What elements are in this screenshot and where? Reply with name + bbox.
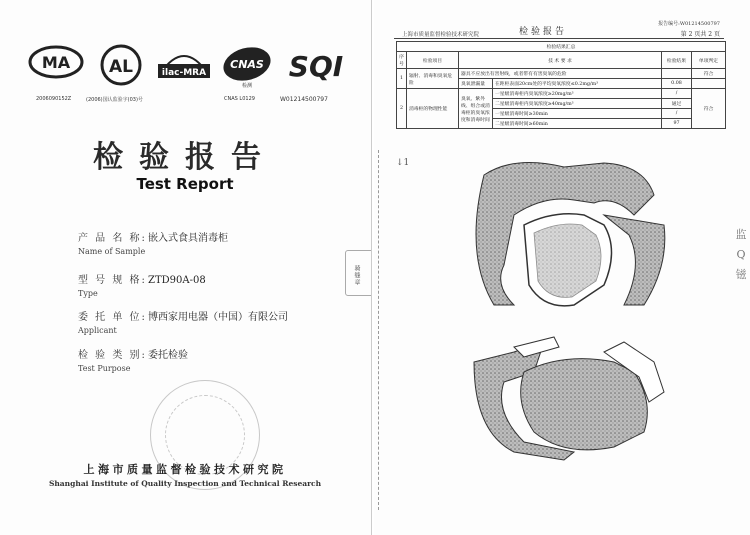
row-requirement: 一星级消毒柜内臭氧浓度≥20mg/m³ xyxy=(493,89,662,99)
cma-logo-text: MA xyxy=(41,53,71,72)
row-result: / xyxy=(662,89,692,99)
header-rule xyxy=(394,38,724,39)
col-item: 检验项目 xyxy=(407,52,459,69)
col-no: 序号 xyxy=(397,52,407,69)
row-requirement: 器具不应放出有害射线，或者带有有害臭氧的危险 xyxy=(459,69,662,79)
field-label-en: Test Purpose xyxy=(78,364,131,373)
results-header-institute: 上海市质量监督检验技术研究院 xyxy=(402,32,480,38)
results-table xyxy=(396,41,726,129)
field-value: 委托检验 xyxy=(148,350,188,361)
row-result: 97 xyxy=(662,119,692,129)
field-test-purpose xyxy=(78,343,338,373)
cnas-logo-text: CNAS xyxy=(230,58,264,71)
table-row xyxy=(397,89,726,99)
page-number: 第 2 页共 2 页 xyxy=(680,31,720,38)
scan-edge-char: Q xyxy=(736,248,746,261)
row-result: 通过 xyxy=(662,99,692,109)
cnas-logo-sub: 检测 xyxy=(241,83,253,89)
field-label-en: Type xyxy=(78,289,98,298)
field-label-cn: 型 号 规 格: xyxy=(78,275,147,286)
row-result xyxy=(662,69,692,79)
cnas-caption: CNAS L0129 xyxy=(224,96,255,102)
institute-name-en: Shanghai Institute of Quality Inspection and Technical Research xyxy=(48,479,322,488)
table-header-row xyxy=(397,52,726,69)
row-item: 辐射、消毒和臭氧危险 xyxy=(407,69,459,89)
row-judgement: 符合 xyxy=(692,89,726,129)
seam-stamp-text: 骑缝章 xyxy=(353,265,360,286)
field-label-cn: 检 验 类 别: xyxy=(78,350,147,361)
row-requirement: 一星级消毒时间≥30min xyxy=(493,109,662,119)
results-header-title: 检验报告 xyxy=(519,27,568,37)
row-requirement: 二星级消毒时间≥60min xyxy=(493,119,662,129)
field-value: 嵌入式食具消毒柜 xyxy=(148,233,228,244)
row-result: / xyxy=(662,109,692,119)
row-judgement: 符合 xyxy=(692,69,726,79)
row-item: 消毒柜的物理性能 xyxy=(407,89,459,129)
row-subitem: 臭氧泄漏量 xyxy=(459,79,493,89)
report-title-en: Test Report xyxy=(136,175,234,193)
scan-edge-char: 监 xyxy=(735,228,747,241)
col-judgement: 单项判定 xyxy=(692,52,726,69)
field-label-cn: 委 托 单 位: xyxy=(78,312,147,323)
row-no: 1 xyxy=(397,69,407,89)
cal-logo-text: AL xyxy=(109,57,133,77)
product-photo-bottom xyxy=(454,332,674,466)
ilac-mra-logo xyxy=(156,44,212,88)
row-requirement: 在距柜表面20cm处的平均臭氧浓度≤0.2mg/m³ xyxy=(493,79,662,89)
sqi-logo-text: SQI xyxy=(288,50,344,83)
col-result: 检验结果 xyxy=(662,52,692,69)
product-photo-top xyxy=(454,155,674,319)
sqi-caption: W01214500797 xyxy=(280,96,328,103)
field-applicant xyxy=(78,305,338,335)
accreditation-logos xyxy=(28,44,358,103)
row-no: 2 xyxy=(397,89,407,129)
cnas-logo xyxy=(220,44,274,88)
scan-edge-marks xyxy=(732,225,750,295)
field-value: ZTD90A-08 xyxy=(148,275,206,286)
sqi-logo xyxy=(284,44,348,88)
cma-caption: 2006090152Z xyxy=(36,96,72,102)
table-caption-row xyxy=(397,42,726,52)
cal-caption: (2006)国认监验字(03)号 xyxy=(86,97,143,103)
report-title-cn: 检验报告 xyxy=(93,140,277,175)
row-result: 0.08 xyxy=(662,79,692,89)
col-requirement: 技 术 要 求 xyxy=(459,52,662,69)
field-value: 博西家用电器（中国）有限公司 xyxy=(148,312,288,323)
row-requirement: 二星级消毒柜内臭氧浓度≥40mg/m³ xyxy=(493,99,662,109)
binding-line xyxy=(378,150,379,510)
field-label-en: Applicant xyxy=(78,326,117,335)
cal-logo xyxy=(96,44,146,88)
row-judgement xyxy=(692,79,726,89)
field-type xyxy=(78,268,338,298)
table-row xyxy=(397,69,726,79)
field-label-en: Name of Sample xyxy=(78,247,146,256)
scan-edge-char: 镃 xyxy=(735,268,747,281)
cover-page xyxy=(0,0,372,535)
institute-name-cn: 上海市质量监督检验技术研究院 xyxy=(83,463,287,476)
results-page xyxy=(374,0,750,535)
report-number: 报告编号:W01214500797 xyxy=(658,21,720,27)
field-label-cn: 产 品 名 称: xyxy=(78,233,147,244)
margin-mark: ↓1 xyxy=(396,158,410,168)
cma-logo xyxy=(28,44,84,88)
ilac-logo-text: ilac-MRA xyxy=(161,68,207,78)
table-caption: 检验结果汇总 xyxy=(397,42,726,52)
row-subitem: 臭氧、紫外线、组合或消毒柜的臭氧浓度和消毒时间 xyxy=(459,89,493,129)
field-sample-name xyxy=(78,226,338,256)
